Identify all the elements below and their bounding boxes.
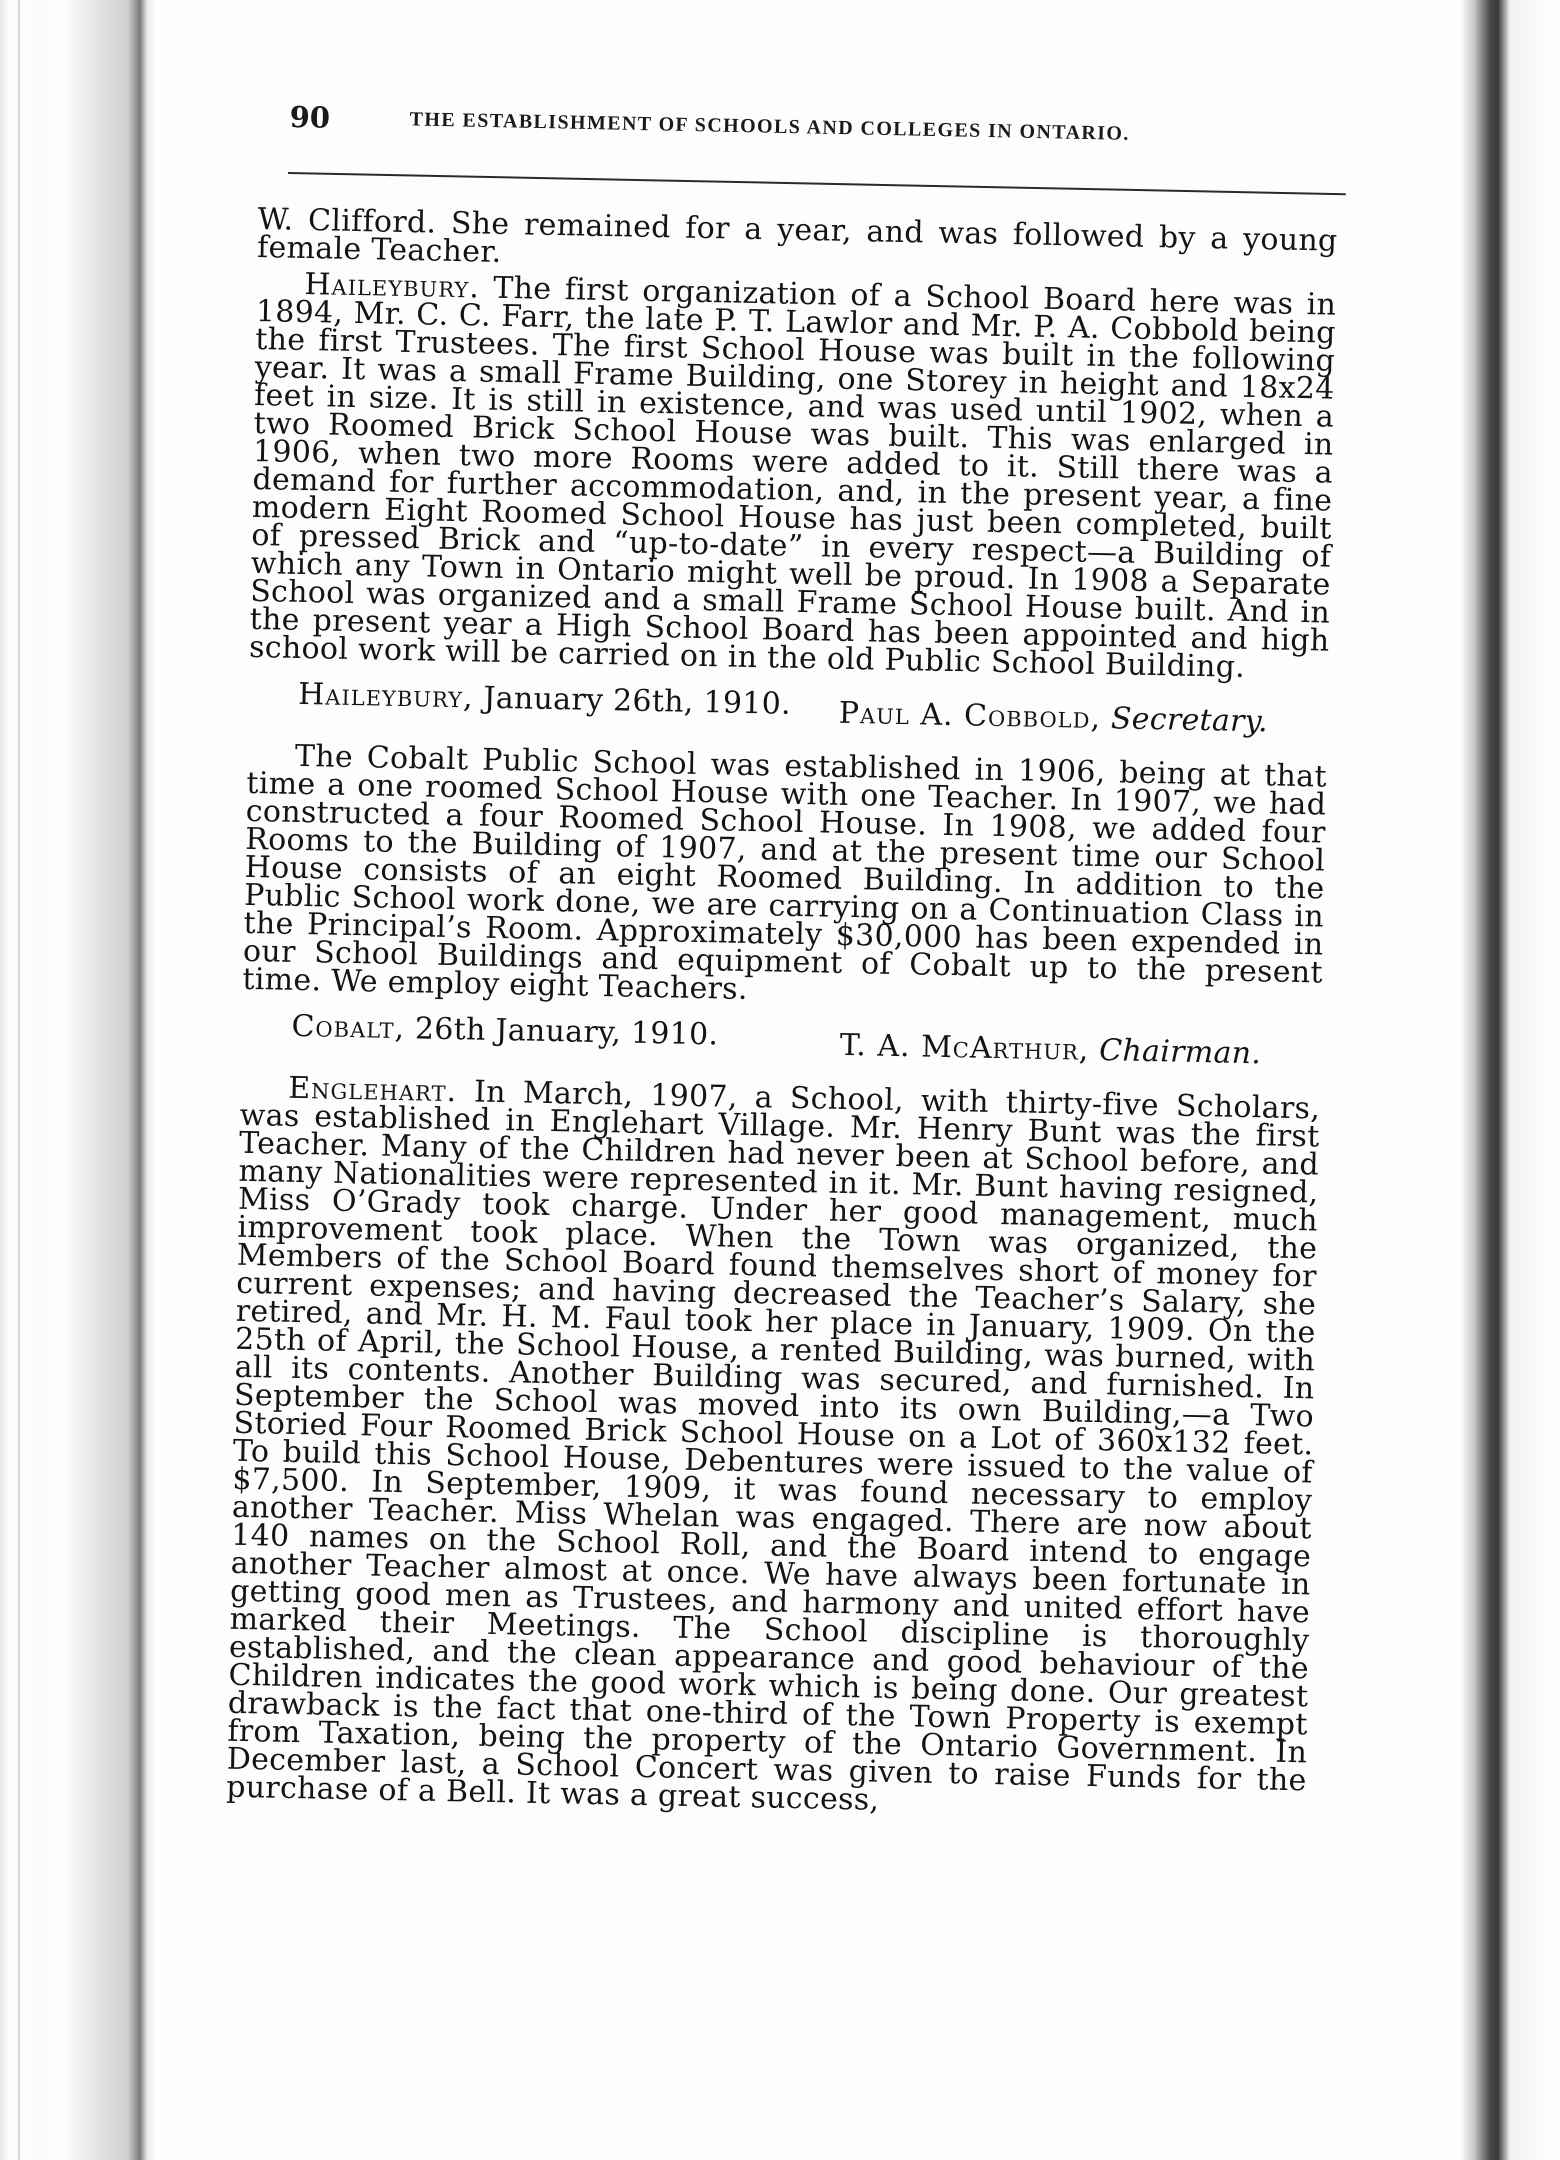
signatory-name: T. A. McArthur, (839, 1027, 1090, 1068)
haileybury-lead: Haileybury. (304, 266, 481, 306)
signoff-date: 26th January, 1910. (404, 1011, 719, 1053)
signoff-place: Cobalt, (291, 1008, 406, 1047)
signoff-place: Haileybury, (297, 676, 474, 716)
englehart-paragraph (225, 1070, 1321, 1824)
signatory-role: Secretary. (1100, 701, 1269, 740)
cobalt-paragraph: The Cobalt Public School was established in 1906, being at that time a one roomed School House with one Teacher. In 1907, we had constructed a four Roomed School House. In 1908, we added four Rooms to the Building of 1907, and at the present time our School House consists of an eight Roomed Building. In addition to the Public School work done, we are carrying on a Continuation Class in the Principal’s Room. Approximately $30,000 has been expended in our School Buildings and equipment of Cobalt up to the present time. We employ eight Teachers. (242, 738, 1328, 1007)
continuation-paragraph: W. Clifford. She remained for a year, and was followed by a young female Teacher. (256, 202, 1338, 270)
signoff-place-date (291, 1008, 719, 1053)
signatory-role: Chairman. (1089, 1032, 1262, 1072)
page-body (225, 202, 1338, 1823)
page-number: 90 (289, 100, 331, 135)
cobalt-signoff (241, 1008, 1322, 1074)
haileybury-body: The first organization of a School Board here was in 1894, Mr. C. C. Farr, the late P. T. Lawlor and Mr. P. A. Cobbold being the first Trustees. The first School House was built in the following year. It was a small Frame Building, one Storey in height and 18x24 feet in size. It is still in existence, and was used until 1902, when a two Roomed Brick School House was built. This was enlarged in 1906, when two more Rooms were added to it. Still there was a demand for further accommodation, and, in the present year, a fine modern Eight Roomed School House has just been completed, built of pressed Brick and “up-to-date” in every respect—a Building of which any Town in Ontario might well be proud. In 1908 a Separate School was organized and a small Frame School House built. And in the present year a High School Board has been appointed and high school work will be carried on in the old Public School Building. (248, 270, 1337, 685)
running-title: THE ESTABLISHMENT OF SCHOOLS AND COLLEGES IN ONTARIO. (409, 108, 1131, 145)
signoff-signatory (838, 695, 1269, 740)
signoff-signatory (839, 1027, 1262, 1072)
signoff-date: January 26th, 1910. (473, 680, 792, 722)
haileybury-paragraph (248, 266, 1337, 685)
englehart-body: In March, 1907, a School, with thirty-five Scholars, was established in Englehart Village. Mr. Henry Bunt was the first Teacher. Many of the Children had never been at School before, and many Nationalities were represented in it. Mr. Bunt having resigned, Miss O’Grady took charge. Under her good management, much improvement took place. When the Town was organized, the Members of the School Board found themselves short of money for current expenses; and having decreased the Teacher’s Salary, she retired, and Mr. H. M. Faul took her place in January, 1909. On the 25th of April, the School House, a rented Building, was burned, with all its contents. Another Building was secured, and furnished. In September the School was moved into its own Building,—a Two Storied Four Roomed Brick School House on a Lot of 360x132 feet. To build this School House, Debentures were issued to the value of $7,500. In September, 1909, it was found necessary to employ another Teacher. Miss Whelan was engaged. There are now about 140 names on the School Roll, and the Board intend to engage another Teacher almost at once. We have always been fortunate in getting good men as Trustees, and harmony and united effort have marked their Meetings. The School discipline is thoroughly established, and the clean appearance and good behaviour of the Children indicates the good work which is being done. Our greatest drawback is the fact that one-third of the Town Property is exempt from Taxation, being the property of the Ontario Government. In December last, a School Concert was given to raise Funds for the purchase of a Bell. It was a great success, (225, 1074, 1321, 1818)
haileybury-signoff (248, 676, 1329, 742)
signoff-place-date (297, 676, 792, 722)
binding-gutter-left (0, 0, 160, 2160)
binding-edge-right (1460, 0, 1560, 2160)
englehart-lead: Englehart. (287, 1070, 458, 1110)
signatory-name: Paul A. Cobbold, (838, 695, 1102, 737)
